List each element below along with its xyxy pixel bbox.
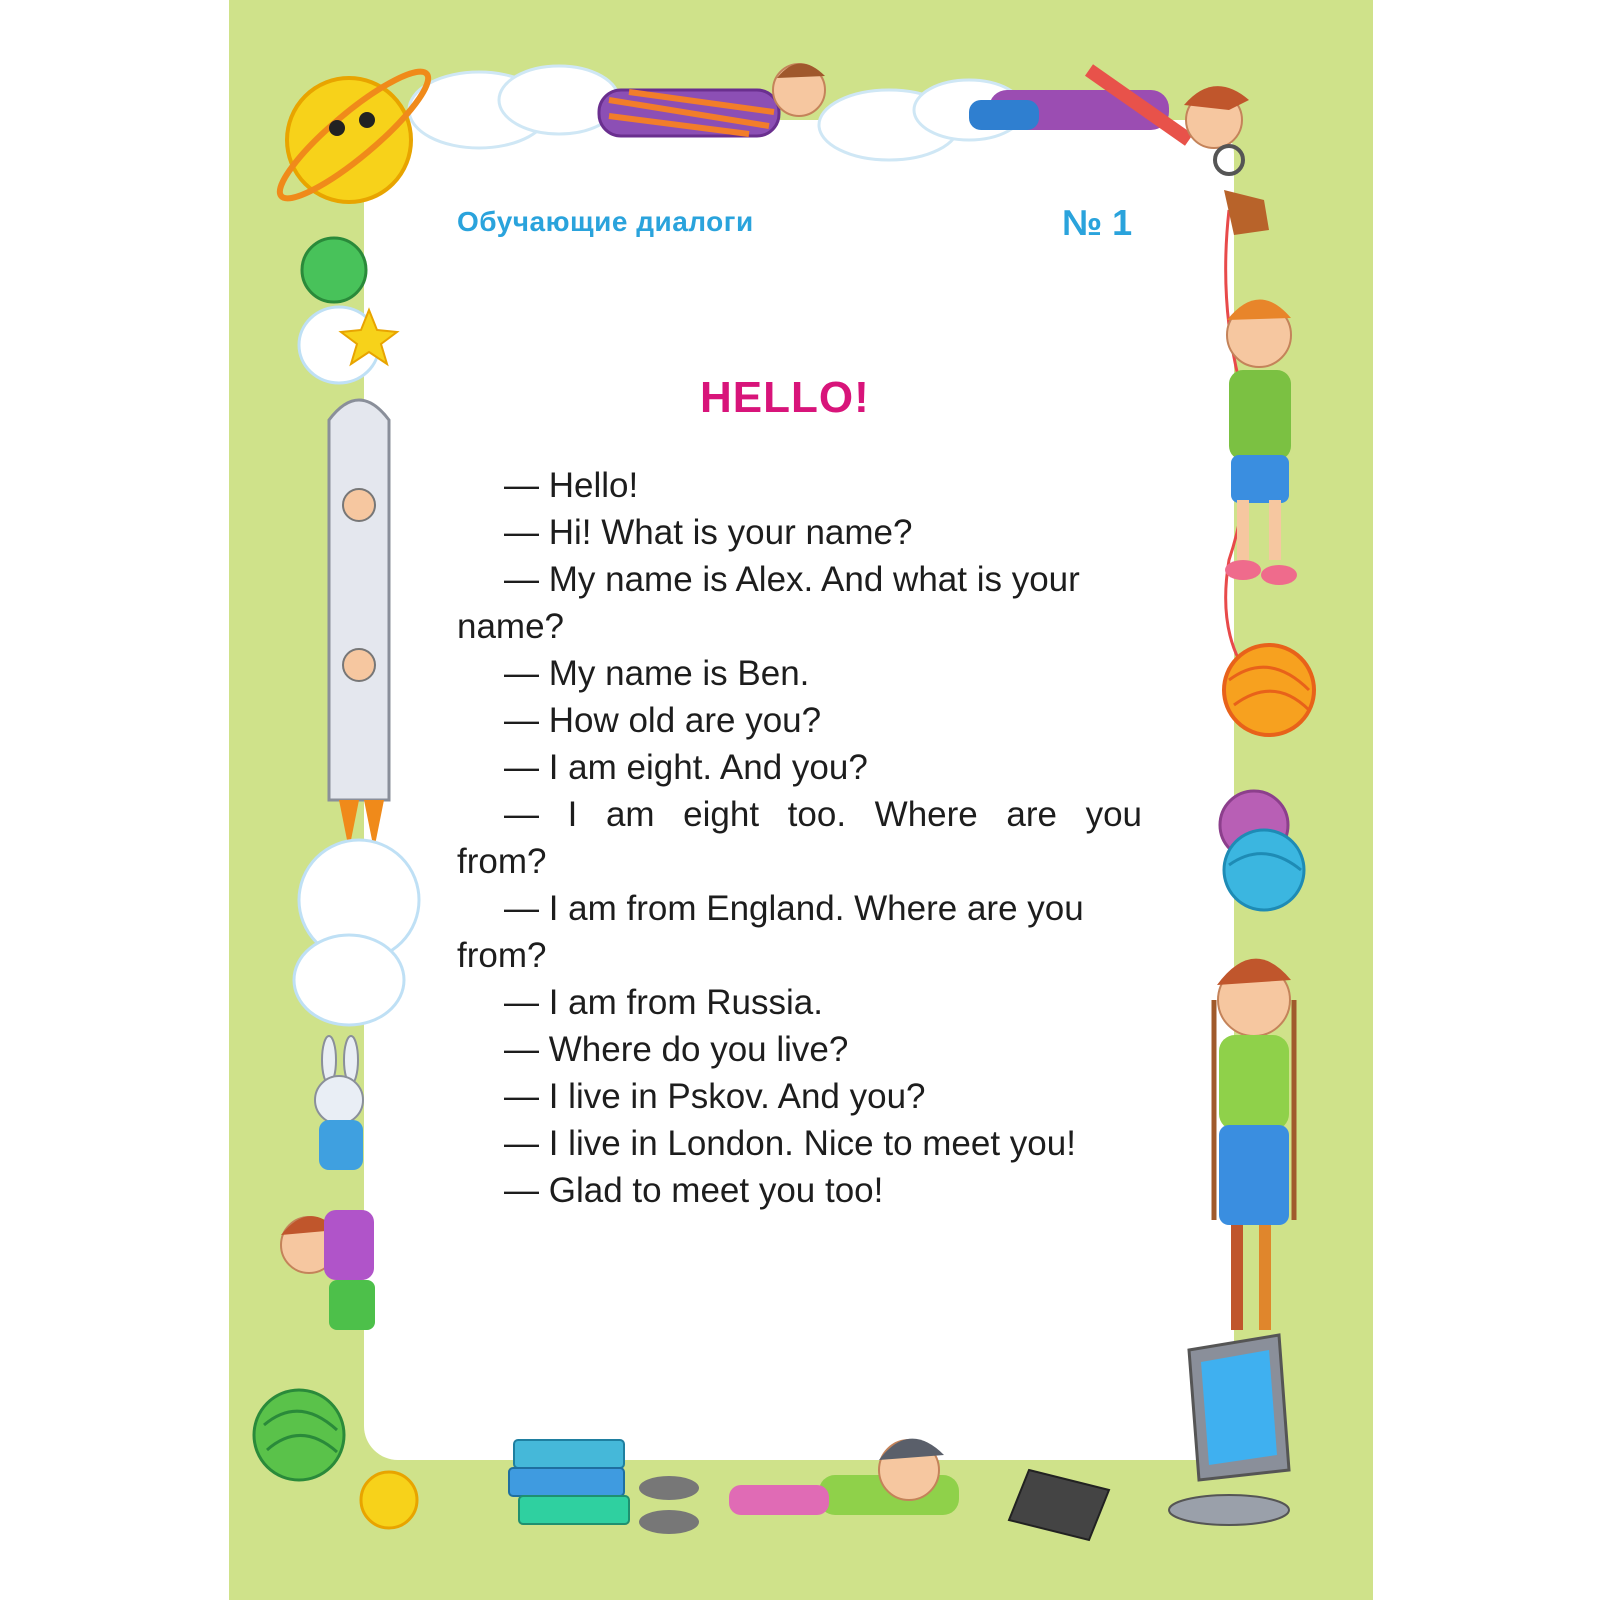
dialogue-line: — I am eight too. Where are you — [504, 795, 1142, 834]
bunny-icon — [315, 1036, 363, 1170]
dialogue-line: — I am eight. And you? — [504, 748, 868, 787]
climbing-boy-icon — [1224, 190, 1297, 660]
dialogue-line: — I am from England. Where are you — [504, 889, 1084, 928]
dialogue-line: — Hi! What is your name? — [504, 513, 913, 552]
dialogue-line: — Hello! — [504, 466, 639, 505]
series-title: Обучающие диалоги — [457, 206, 754, 237]
dialogue-line: from? — [457, 842, 547, 881]
dialogue-line: — My name is Alex. And what is your — [504, 560, 1080, 599]
yarn-ball-icon — [1220, 645, 1314, 910]
dialogue-line: — I live in London. Nice to meet you! — [504, 1124, 1076, 1163]
dialogue-line: — Where do you live? — [504, 1030, 849, 1069]
dialogue-line: — Glad to meet you too! — [504, 1171, 884, 1210]
dialogue-line: from? — [457, 936, 547, 975]
page-number: № 1 — [1062, 202, 1133, 243]
page-background — [229, 0, 1373, 1600]
dialogue-line: — How old are you? — [504, 701, 822, 740]
dialogue-line: — I am from Russia. — [504, 983, 823, 1022]
page-title: HELLO! — [700, 373, 870, 422]
dialogue-line: — I live in Pskov. And you? — [504, 1077, 926, 1116]
dialogue-line: — My name is Ben. — [504, 654, 810, 693]
dialogue-text — [457, 462, 1142, 1214]
dialogue-line: name? — [457, 607, 565, 646]
